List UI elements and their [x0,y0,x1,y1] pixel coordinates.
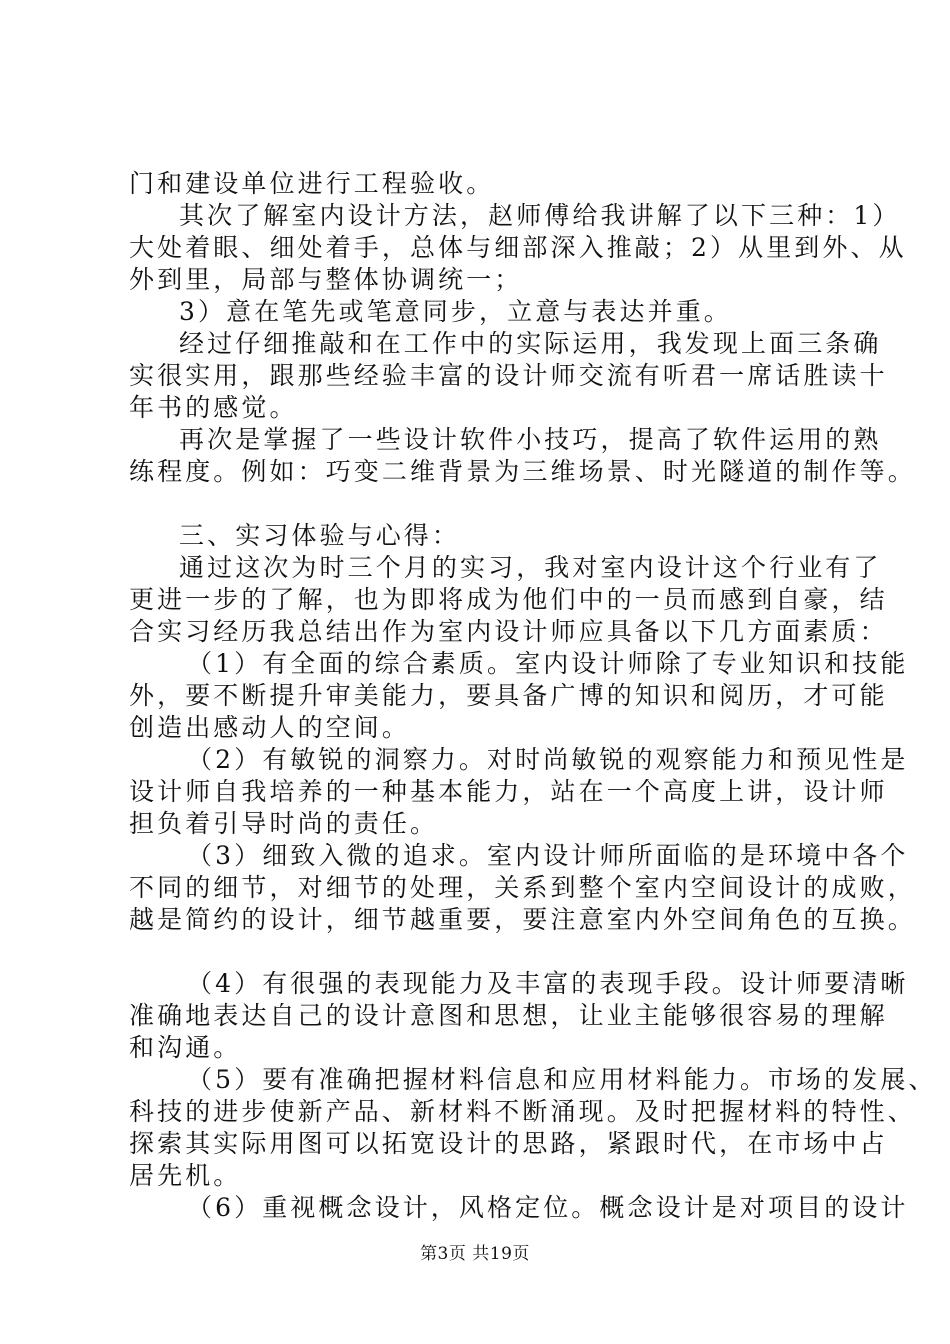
text-line: 更进一步的了解，也为即将成为他们中的一员而感到自豪，结 [129,585,888,614]
page-number: 第3页 共19页 [420,1244,530,1264]
text-line: 外，要不断提升审美能力，要具备广博的知识和阅历，才可能 [129,681,888,710]
text-line: 其次了解室内设计方法，赵师傅给我讲解了以下三种：1） [179,201,901,230]
text-line: 3）意在笔先或笔意同步，立意与表达并重。 [179,297,732,326]
text-line: 准确地表达自己的设计意图和思想，让业主能够很容易的理解 [129,1001,888,1030]
text-line: 设计师自我培养的一种基本能力，站在一个高度上讲，设计师 [129,777,888,806]
text-line: （5）要有准确把握材料信息和应用材料能力。市场的发展、 [187,1065,937,1094]
text-line: 不同的细节，对细节的处理，关系到整个室内空间设计的成败， [129,873,916,902]
section-heading: 三、实习体验与心得： [179,521,461,550]
text-line: 创造出感动人的空间。 [129,713,411,742]
text-line: 练程度。例如：巧变二维背景为三维场景、时光隧道的制作等。 [129,457,916,486]
text-line: 越是简约的设计，细节越重要，要注意室内外空间角色的互换。 [129,905,916,934]
text-line: 经过仔细推敲和在工作中的实际运用，我发现上面三条确 [179,329,882,358]
text-line: 通过这次为时三个月的实习，我对室内设计这个行业有了 [179,553,882,582]
text-line: 外到里，局部与整体协调统一； [129,265,523,294]
text-line: （1）有全面的综合素质。室内设计师除了专业知识和技能 [187,649,909,678]
text-line: 探索其实际用图可以拓宽设计的思路，紧跟时代，在市场中占 [129,1129,888,1158]
text-line: 大处着眼、细处着手，总体与细部深入推敲；2）从里到外、从 [129,233,907,262]
blank-line [129,936,864,968]
text-line: 科技的进步使新产品、新材料不断涌现。及时把握材料的特性、 [129,1097,916,1126]
text-line: （6）重视概念设计，风格定位。概念设计是对项目的设计 [187,1193,909,1222]
text-line: 年书的感觉。 [129,393,298,422]
text-line: （4）有很强的表现能力及丰富的表现手段。设计师要清晰 [187,969,909,998]
text-line: 合实习经历我总结出作为室内设计师应具备以下几方面素质： [129,617,888,646]
text-line: 门和建设单位进行工程验收。 [129,169,495,198]
document-body [129,168,937,1224]
text-line: （3）细致入微的追求。室内设计师所面临的是环境中各个 [187,841,909,870]
text-line: 和沟通。 [129,1033,242,1062]
text-line: （2）有敏锐的洞察力。对时尚敏锐的观察能力和预见性是 [187,745,909,774]
text-line: 居先机。 [129,1161,242,1190]
text-line: 再次是掌握了一些设计软件小技巧，提高了软件运用的熟 [179,425,882,454]
text-line: 担负着引导时尚的责任。 [129,809,439,838]
text-line: 实很实用，跟那些经验丰富的设计师交流有听君一席话胜读十 [129,361,888,390]
blank-line [129,488,864,520]
